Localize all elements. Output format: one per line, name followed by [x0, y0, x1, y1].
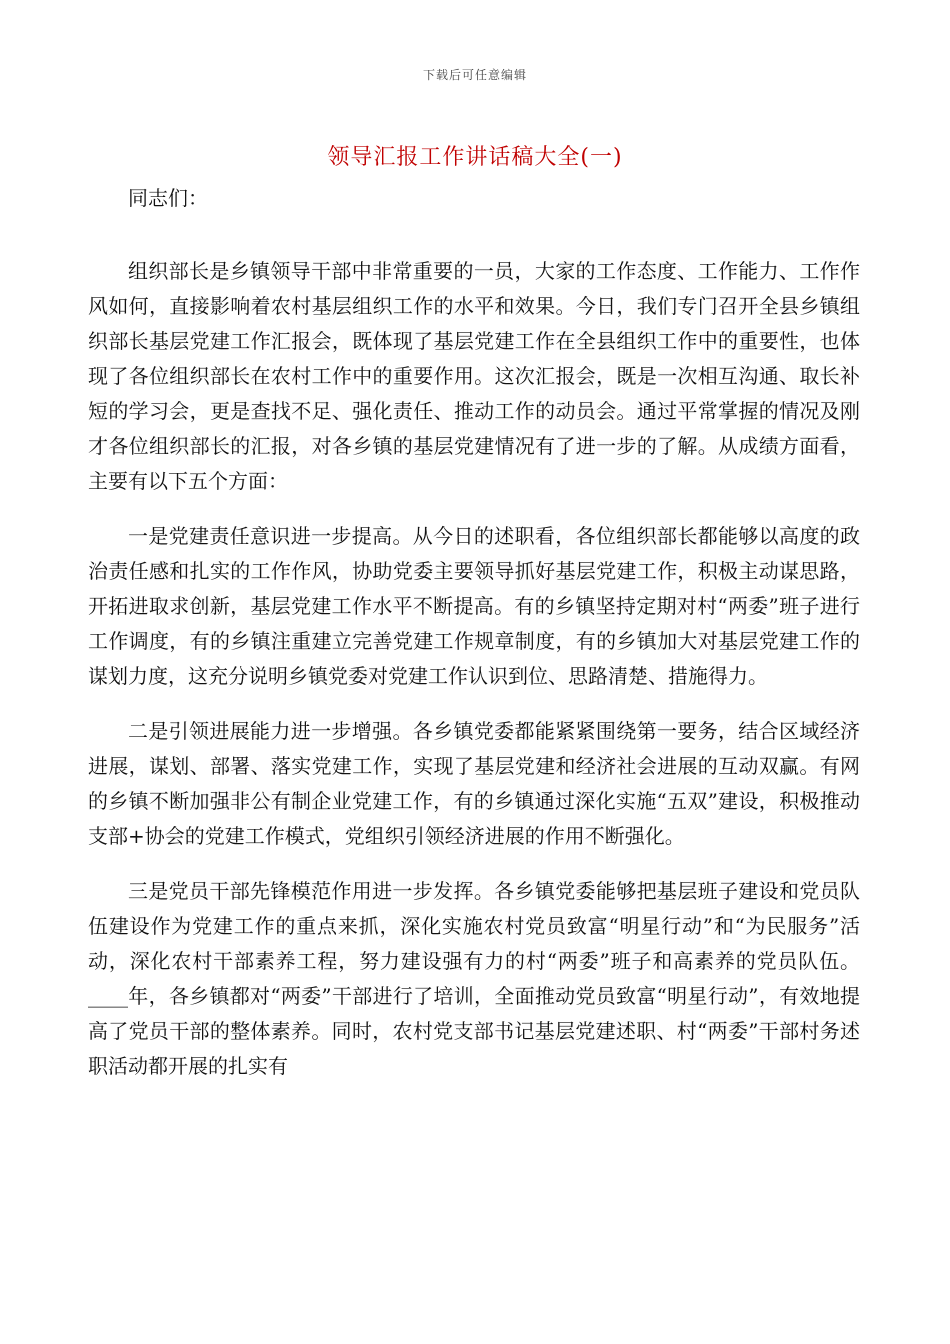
- header-note: 下载后可任意编辑: [422, 68, 527, 82]
- greeting: 同志们：: [128, 186, 208, 210]
- document-body: [88, 170, 860, 1104]
- document-title: 领导汇报工作讲话稿大全(一): [327, 145, 623, 170]
- paragraph-2: 一是党建责任意识进一步提高。从今日的述职看，各位组织部长都能够以高度的政治责任感和扎实的工作作风，协助党委主要领导抓好基层党建工作，积极主动谋思路，开拓进取求创新，基层党建工作水平不断提高。有的乡镇坚持定期对村“两委”班子进行工作调度，有的乡镇注重建立完善党建工作规章制度，有的乡镇加大对基层党建工作的谋划力度，这充分说明乡镇党委对党建工作认识到位、思路清楚、措施得力。: [88, 524, 860, 688]
- paragraph-3: 二是引领进展能力进一步增强。各乡镇党委都能紧紧围绕第一要务，结合区域经济进展，谋划、部署、落实党建工作，实现了基层党建和经济社会进展的互动双赢。有网的乡镇不断加强非公有制企业党建工作，有的乡镇通过深化实施“五双”建设，积极推动支部+协会的党建工作模式，党组织引领经济进展的作用不断强化。: [88, 719, 860, 848]
- paragraph-1: 组织部长是乡镇领导干部中非常重要的一员，大家的工作态度、工作能力、工作作风如何，直接影响着农村基层组织工作的水平和效果。今日，我们专门召开全县乡镇组织部长基层党建工作汇报会，既体现了基层党建工作在全县组织工作中的重要性，也体现了各位组织部长在农村工作中的重要作用。这次汇报会，既是一次相互沟通、取长补短的学习会，更是查找不足、强化责任、推动工作的动员会。通过平常掌握的情况及刚才各位组织部长的汇报，对各乡镇的基层党建情况有了进一步的了解。从成绩方面看，主要有以下五个方面：: [88, 259, 860, 493]
- paragraph-4: 三是党员干部先锋模范作用进一步发挥。各乡镇党委能够把基层班子建设和党员队伍建设作为党建工作的重点来抓，深化实施农村党员致富“明星行动”和“为民服务”活动，深化农村干部素养工程，努力建设强有力的村“两委”班子和高素养的党员队伍。____年，各乡镇都对“两委”干部进行了培训，全面推动党员致富“明星行动”，有效地提高了党员干部的整体素养。同时，农村党支部书记基层党建述职、村“两委”干部村务述职活动都开展的扎实有: [88, 879, 860, 1078]
